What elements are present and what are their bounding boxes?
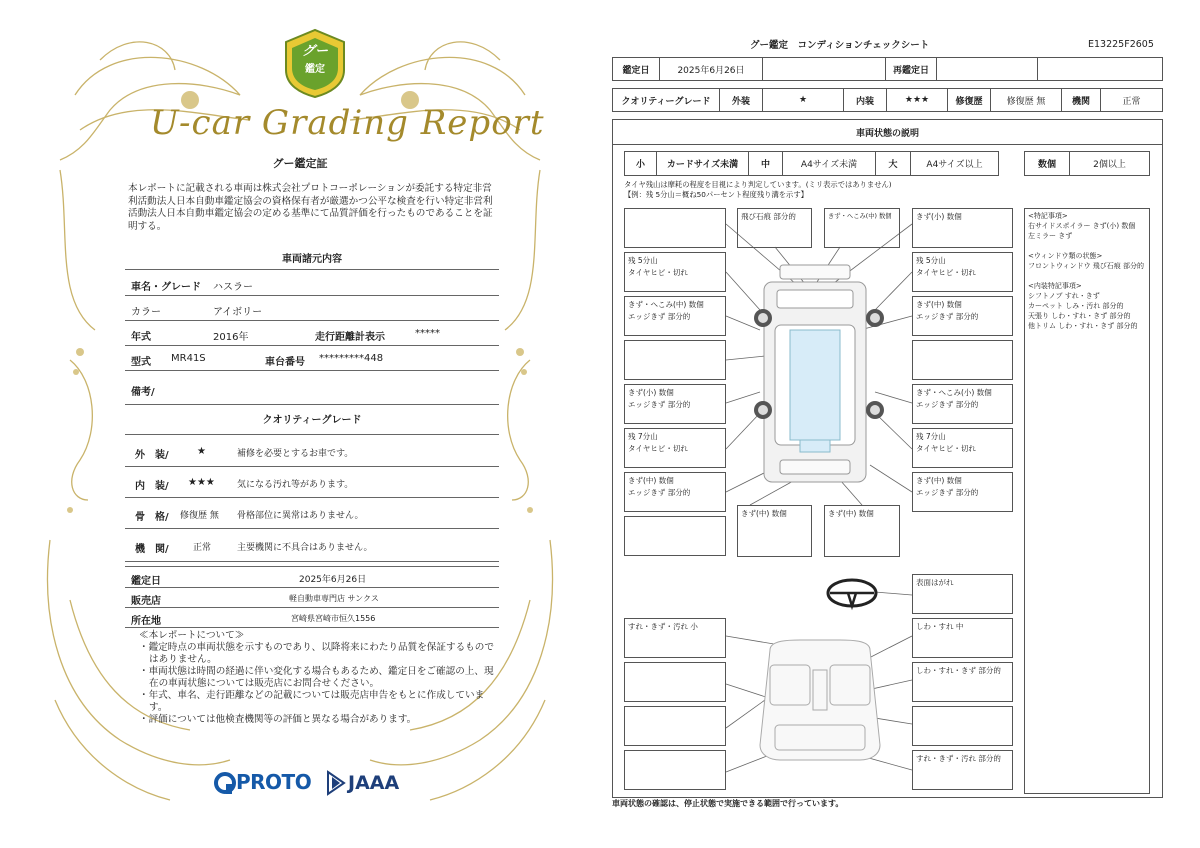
special-notes-box — [1024, 208, 1150, 794]
special-note-line: シフトノブ すれ・きず — [1028, 292, 1100, 300]
badge-top-text: グー — [301, 44, 328, 59]
condition-text: エッジきず 部分的 — [628, 399, 691, 409]
quality-exterior-value: ★ — [197, 446, 206, 457]
repair-value: 修復歴 無 — [990, 88, 1062, 112]
quality-frame-value: 修復歴 無 — [180, 511, 219, 521]
condition-text: きず・へこみ(中) 数個 — [828, 213, 892, 220]
spec-odo-label: 走行距離計表示 — [315, 332, 385, 343]
special-note-line: カーペット しみ・汚れ 部分的 — [1028, 302, 1124, 310]
spec-row-color — [125, 296, 499, 321]
spec-chassis-label: 車台番号 — [265, 357, 305, 368]
condition-text: きず(小) 数個 — [916, 212, 962, 221]
sheet-title: グー鑑定 コンディションチェックシート — [750, 40, 930, 51]
condition-box — [624, 750, 726, 790]
condition-box — [624, 340, 726, 380]
special-note-spacer — [1028, 241, 1146, 251]
condition-text: きず(中) 数個 — [828, 509, 874, 518]
spec-color-label: カラー — [131, 307, 161, 318]
proto-logo-text: PROTO — [236, 770, 312, 794]
certificate-title: グー鑑定証 — [272, 157, 328, 170]
tire-note-2: 【例：残 5分山＝概ね50パーセント程度残り溝を示す】 — [624, 190, 808, 199]
certificate-body: 本レポートに記載される車両は株式会社プロトコーポレーションが委託する特定非営利活動法人日本自動車鑑定協会の資格保有者が厳選かつ公平な検査を行い特定非営利活動法人日本自動車鑑定協会の定める基準にて品質評価を行ったものであることを証明する。 — [128, 183, 493, 232]
size-medium-desc: A4サイズ未満 — [782, 151, 876, 176]
condition-box — [824, 208, 900, 248]
tire-note-1: タイヤ残山は摩耗の程度を目視により判定しています。(ミリ表示ではありません) — [624, 180, 892, 189]
special-note-line: <特記事項> — [1028, 212, 1068, 220]
engine-value: 正常 — [1100, 88, 1163, 112]
condition-text: きず・へこみ(中) 数個 — [628, 300, 704, 309]
ext-label: 外装 — [719, 88, 763, 112]
condition-box — [912, 472, 1013, 512]
condition-text: エッジきず 部分的 — [916, 399, 979, 409]
engine-label: 機関 — [1061, 88, 1101, 112]
proto-logo-icon — [214, 772, 236, 794]
condition-box — [912, 384, 1013, 424]
condition-box — [624, 516, 726, 556]
badge-bottom-text: 鑑定 — [305, 64, 325, 75]
condition-box — [912, 574, 1013, 614]
quality-heading: クオリティーグレード — [125, 411, 499, 435]
condition-text: きず(中) 数個 — [628, 476, 674, 485]
condition-box — [624, 428, 726, 468]
condition-box — [912, 296, 1013, 336]
count-value: 2個以上 — [1069, 151, 1150, 176]
appraisal-shop-label: 販売店 — [131, 596, 161, 607]
condition-text: 飛び石痕 部分的 — [741, 212, 796, 221]
condition-box — [912, 662, 1013, 702]
condition-box — [624, 208, 726, 248]
spec-name-value: ハスラー — [213, 282, 253, 293]
special-note-line: 天張り しわ・すれ・きず 部分的 — [1028, 312, 1131, 320]
appraisal-row-shop — [125, 588, 499, 608]
size-large-key: 大 — [875, 151, 911, 176]
condition-text: エッジきず 部分的 — [916, 311, 979, 321]
special-note-line: フロントウィンドウ 飛び石痕 部分的 — [1028, 262, 1145, 270]
quality-frame-label: 骨 格/ — [135, 512, 169, 523]
condition-text: しわ・すれ 中 — [916, 622, 964, 631]
condition-text: きず(中) 数個 — [741, 509, 787, 518]
note-item: ・車両状態は時間の経過に伴い変化する場合もあるため、鑑定日をご確認の上、現在の車両状態については販売店にお問合せください。 — [139, 666, 494, 689]
spec-color-value: アイボリー — [213, 307, 263, 318]
quality-interior-label: 内 装/ — [135, 481, 169, 492]
spec-chassis-value: *********448 — [319, 353, 384, 364]
condition-text: タイヤヒビ・切れ — [628, 443, 688, 453]
condition-box — [912, 252, 1013, 292]
condition-text: 残 5分山 — [916, 256, 946, 265]
quality-row-engine — [125, 529, 499, 562]
spec-model-value: MR41S — [171, 353, 206, 364]
condition-box — [912, 750, 1013, 790]
report-script-title: U-car Grading Report — [150, 103, 545, 143]
grade-label: クオリティーグレード — [612, 88, 720, 112]
int-label: 内装 — [843, 88, 887, 112]
condition-text: エッジきず 部分的 — [628, 311, 691, 321]
size-large-desc: A4サイズ以上 — [910, 151, 999, 176]
quality-engine-value: 正常 — [193, 543, 212, 553]
date-value: 2025年6月26日 — [659, 57, 763, 81]
date-label: 鑑定日 — [612, 57, 660, 81]
state-title: 車両状態の説明 — [612, 119, 1163, 145]
condition-box — [912, 428, 1013, 468]
spec-row-remarks — [125, 371, 499, 405]
condition-text: しわ・すれ・きず 部分的 — [916, 666, 1001, 675]
condition-text: エッジきず 部分的 — [916, 487, 979, 497]
spec-row-model — [125, 346, 499, 371]
special-note-line: 左ミラー きず — [1028, 232, 1073, 240]
quality-engine-label: 機 関/ — [135, 544, 169, 555]
jaaa-logo-text: JAAA — [348, 772, 400, 794]
spec-year-label: 年式 — [131, 332, 151, 343]
condition-text: タイヤヒビ・切れ — [628, 267, 688, 277]
special-note-line: <ウィンドウ類の状態> — [1028, 252, 1103, 260]
spec-year-value: 2016年 — [213, 332, 249, 343]
condition-box — [624, 252, 726, 292]
condition-text: きず・へこみ(小) 数個 — [916, 388, 992, 397]
size-medium-key: 中 — [748, 151, 783, 176]
condition-box — [624, 472, 726, 512]
condition-box — [624, 662, 726, 702]
sheet-id: E13225F2605 — [1088, 39, 1154, 50]
size-small-key: 小 — [624, 151, 657, 176]
notes-heading: ≪本レポートについて≫ — [139, 630, 245, 641]
repair-label: 修復歴 — [947, 88, 991, 112]
condition-text: きず(中) 数個 — [916, 300, 962, 309]
sheet-footer: 車両状態の確認は、停止状態で実施できる範囲で行っています。 — [612, 799, 844, 808]
condition-text: エッジきず 部分的 — [628, 487, 691, 497]
quality-engine-desc: 主要機関に不具合はありません。 — [237, 543, 373, 553]
note-item: ・評価については他検査機関等の評価と異なる場合があります。 — [139, 714, 417, 725]
condition-text: きず(小) 数個 — [628, 388, 674, 397]
specs-heading: 車両諸元内容 — [125, 250, 499, 270]
quality-interior-value: ★★★ — [188, 477, 215, 488]
spec-model-label: 型式 — [131, 357, 151, 368]
note-item: ・鑑定時点の車両状態を示すものであり、以降将来にわたり品質を保証するものではありません。 — [139, 642, 494, 665]
condition-text: 残 5分山 — [628, 256, 658, 265]
quality-row-interior — [125, 467, 499, 498]
quality-row-frame — [125, 498, 499, 529]
condition-text: タイヤヒビ・切れ — [916, 267, 976, 277]
condition-box — [824, 505, 900, 557]
condition-text: 表面はがれ — [916, 578, 954, 587]
condition-box — [912, 618, 1013, 658]
appraisal-shop-value: 軽自動車専門店 サンクス — [289, 594, 379, 603]
report-notes — [125, 630, 495, 726]
condition-check-sheet — [600, 0, 1200, 848]
condition-box — [624, 618, 726, 658]
appraisal-row-date — [125, 566, 499, 588]
int-value: ★★★ — [886, 88, 948, 112]
condition-box — [624, 706, 726, 746]
appraisal-date-value: 2025年6月26日 — [299, 575, 367, 585]
ext-value: ★ — [762, 88, 844, 112]
spec-row-name — [125, 271, 499, 296]
spec-name-label: 車名・グレード — [131, 282, 201, 293]
special-note-spacer — [1028, 271, 1146, 281]
special-note-line: <内装特記事項> — [1028, 282, 1082, 290]
appraisal-row-location — [125, 608, 499, 628]
appraisal-location-value: 宮崎県宮崎市恒久1556 — [291, 614, 376, 623]
condition-box — [737, 505, 812, 557]
special-note-line: 右サイドスポイラー きず(小) 数個 — [1028, 222, 1136, 230]
condition-box — [912, 208, 1013, 248]
quality-interior-desc: 気になる汚れ等があります。 — [237, 480, 354, 490]
condition-box — [912, 340, 1013, 380]
jaaa-logo-icon — [326, 770, 346, 796]
count-label: 数個 — [1024, 151, 1070, 176]
condition-text: 残 7分山 — [916, 432, 946, 441]
size-small-desc: カードサイズ未満 — [656, 151, 749, 176]
condition-text: きず(中) 数個 — [916, 476, 962, 485]
appraisal-date-label: 鑑定日 — [131, 576, 161, 587]
appraisal-location-label: 所在地 — [131, 616, 161, 627]
special-note-line: 他トリム しわ・すれ・きず 部分的 — [1028, 322, 1138, 330]
spec-remarks-label: 備考/ — [131, 387, 155, 398]
quality-exterior-desc: 補修を必要とするお車です。 — [237, 449, 354, 459]
quality-exterior-label: 外 装/ — [135, 450, 169, 461]
condition-box — [737, 208, 812, 248]
quality-row-exterior — [125, 436, 499, 467]
quality-frame-desc: 骨格部位に異常はありません。 — [237, 511, 364, 521]
condition-box — [624, 384, 726, 424]
condition-text: 残 7分山 — [628, 432, 658, 441]
condition-box — [624, 296, 726, 336]
spec-odo-value: ***** — [415, 328, 440, 339]
condition-text: タイヤヒビ・切れ — [916, 443, 976, 453]
condition-box — [912, 706, 1013, 746]
redate-label: 再鑑定日 — [885, 57, 937, 81]
note-item: ・年式、車名、走行距離などの記載については販売店申告をもとに作成しています。 — [139, 690, 485, 713]
condition-text: すれ・きず・汚れ 小 — [628, 622, 698, 631]
spec-row-year — [125, 321, 499, 346]
condition-text: すれ・きず・汚れ 部分的 — [916, 754, 1001, 763]
